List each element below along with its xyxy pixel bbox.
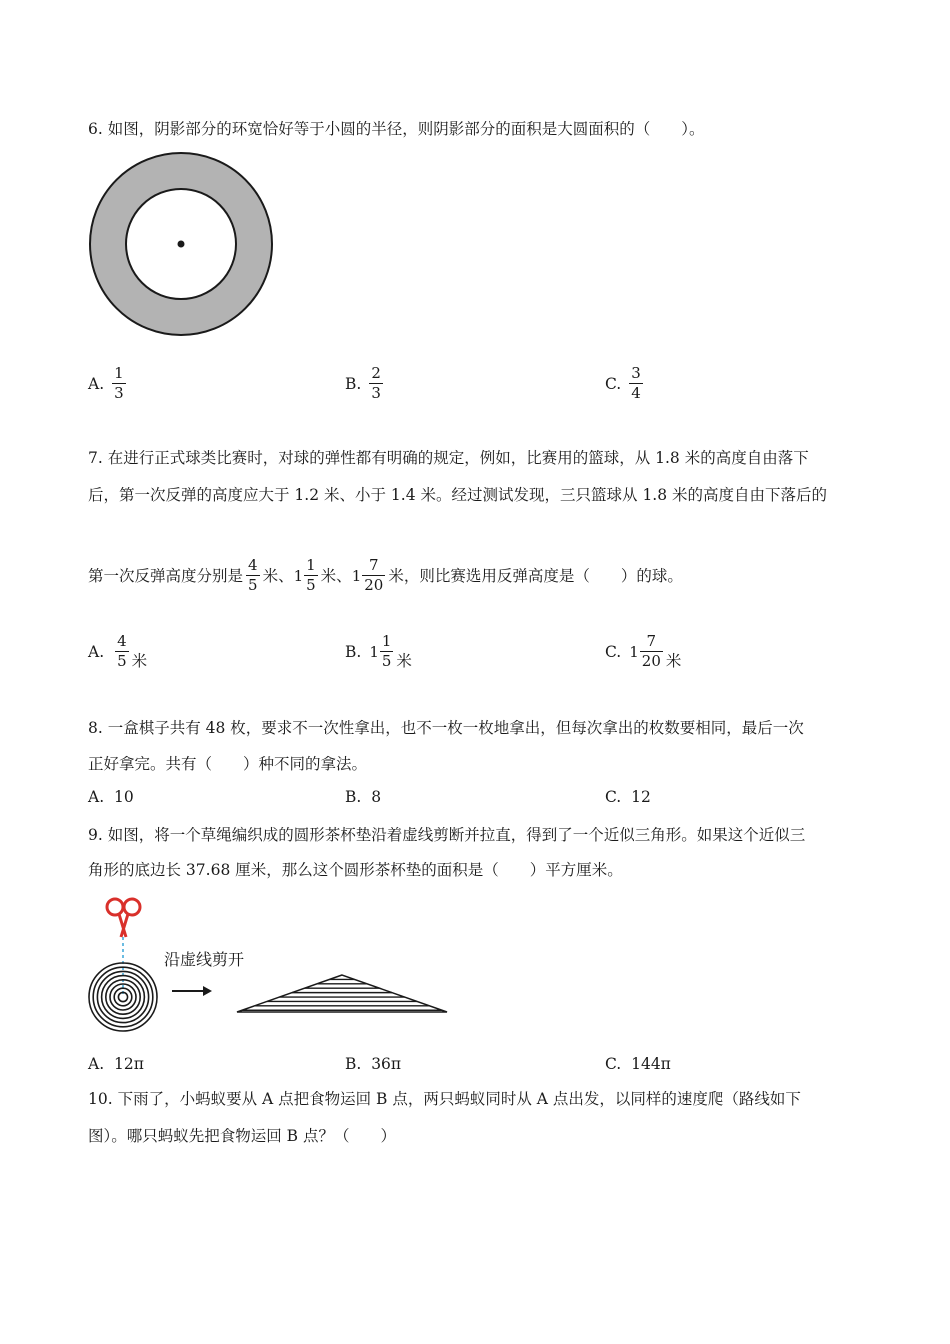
numerator: 7 <box>369 556 379 574</box>
numerator: 4 <box>248 556 258 574</box>
numerator: 1 <box>114 364 124 382</box>
q8-line1: 8. 一盒棋子共有 48 枚，要求不一次性拿出，也不一枚一枚地拿出，但每次拿出的枚数要相同，最后一次 <box>88 719 804 737</box>
unrolled-triangle <box>237 975 447 1012</box>
fraction <box>380 632 394 671</box>
numerator: 3 <box>631 364 641 382</box>
denominator: 3 <box>114 384 124 402</box>
numerator: 4 <box>117 632 127 650</box>
option-letter: A. <box>88 642 105 661</box>
option-letter: C. <box>605 374 622 393</box>
q6-option-b[interactable] <box>345 364 386 403</box>
unit-text: 米 <box>396 652 412 670</box>
numerator: 1 <box>381 632 392 650</box>
option-value: 144π <box>631 1055 671 1073</box>
unit-text: 米、 <box>262 566 294 585</box>
option-letter: A. <box>88 374 105 393</box>
fraction <box>115 632 129 671</box>
q9-line2: 角形的底边长 37.68 厘米，那么这个圆形茶杯垫的面积是（ ）平方厘米。 <box>88 861 623 879</box>
fraction <box>640 632 663 671</box>
numerator: 2 <box>371 364 381 382</box>
q7-line3-prefix: 第一次反弹高度分别是 <box>88 566 244 585</box>
center-dot <box>178 241 185 248</box>
arrow-right-icon <box>172 986 212 996</box>
denominator: 5 <box>381 652 392 670</box>
option-letter: C. <box>605 788 622 806</box>
q9-line1: 9. 如图，将一个草绳编织成的圆形茶杯垫沿着虚线剪断并拉直，得到了一个近似三角形。如果这个近似三 <box>88 826 806 844</box>
option-value: 12 <box>631 788 651 806</box>
denominator: 5 <box>248 576 258 594</box>
coaster-figure <box>84 893 454 1041</box>
numerator: 1 <box>306 556 316 574</box>
unit-text: 米 <box>131 652 148 670</box>
fraction <box>362 556 385 595</box>
q7-option-a[interactable] <box>88 632 147 671</box>
option-value: 10 <box>113 788 134 806</box>
option-value: 8 <box>371 788 382 806</box>
q7-line3 <box>88 556 683 595</box>
whole-part: 1 <box>369 642 379 661</box>
q7-line3-suffix: 米，则比赛选用反弹高度是（ ）的球。 <box>388 566 683 585</box>
q7-line1: 7. 在进行正式球类比赛时，对球的弹性都有明确的规定，例如，比赛用的篮球，从 1.8 米的高度自由落下 <box>88 449 809 467</box>
q7-option-b[interactable] <box>345 632 412 671</box>
option-letter: C. <box>605 1055 622 1073</box>
q9-option-c[interactable] <box>605 1054 671 1074</box>
whole-part: 1 <box>629 642 639 661</box>
scissors-icon <box>107 899 140 937</box>
fraction <box>629 364 643 403</box>
option-letter: A. <box>88 1055 105 1073</box>
whole-part: 1 <box>293 566 304 585</box>
unit-text: 米 <box>665 652 682 670</box>
q10-line2: 图）。哪只蚂蚁先把食物运回 B 点？（ ） <box>88 1127 396 1145</box>
q8-option-a[interactable] <box>88 787 134 807</box>
annulus-figure <box>84 148 284 344</box>
fraction <box>246 556 260 595</box>
option-letter: B. <box>345 642 362 661</box>
denominator: 20 <box>364 576 384 594</box>
fraction <box>369 364 383 403</box>
denominator: 20 <box>641 652 661 670</box>
denominator: 5 <box>306 576 316 594</box>
q6-text: 6. 如图，阴影部分的环宽恰好等于小圆的半径，则阴影部分的面积是大圆面积的（ ）。 <box>88 120 705 138</box>
numerator: 7 <box>646 632 657 650</box>
q10-line1: 10. 下雨了，小蚂蚁要从 A 点把食物运回 B 点，两只蚂蚁同时从 A 点出发，以同样的速度爬（路线如下 <box>88 1090 801 1108</box>
q6-option-a[interactable] <box>88 364 129 403</box>
option-letter: B. <box>345 1055 362 1073</box>
q9-option-a[interactable] <box>88 1054 144 1074</box>
option-letter: B. <box>345 374 362 393</box>
q8-option-c[interactable] <box>605 787 651 807</box>
option-letter: B. <box>345 788 362 806</box>
whole-part: 1 <box>351 566 362 585</box>
option-value: 12π <box>113 1055 144 1073</box>
denominator: 4 <box>631 384 641 402</box>
q7-option-c[interactable] <box>605 632 681 671</box>
fraction <box>304 556 318 595</box>
option-letter: A. <box>88 788 105 806</box>
q8-line2: 正好拿完。共有（ ）种不同的拿法。 <box>88 755 368 773</box>
q6-option-c[interactable] <box>605 364 646 403</box>
option-letter: C. <box>605 642 622 661</box>
fraction <box>112 364 126 403</box>
denominator: 3 <box>371 384 381 402</box>
q9-option-b[interactable] <box>345 1054 401 1074</box>
q7-line2: 后，第一次反弹的高度应大于 1.2 米、小于 1.4 米。经过测试发现，三只篮球从 1.8 米的高度自由下落后的 <box>88 486 828 504</box>
option-value: 36π <box>371 1055 402 1073</box>
denominator: 5 <box>117 652 127 670</box>
q8-option-b[interactable] <box>345 787 381 807</box>
figure-label: 沿虚线剪开 <box>164 950 245 969</box>
unit-text: 米、 <box>320 566 352 585</box>
